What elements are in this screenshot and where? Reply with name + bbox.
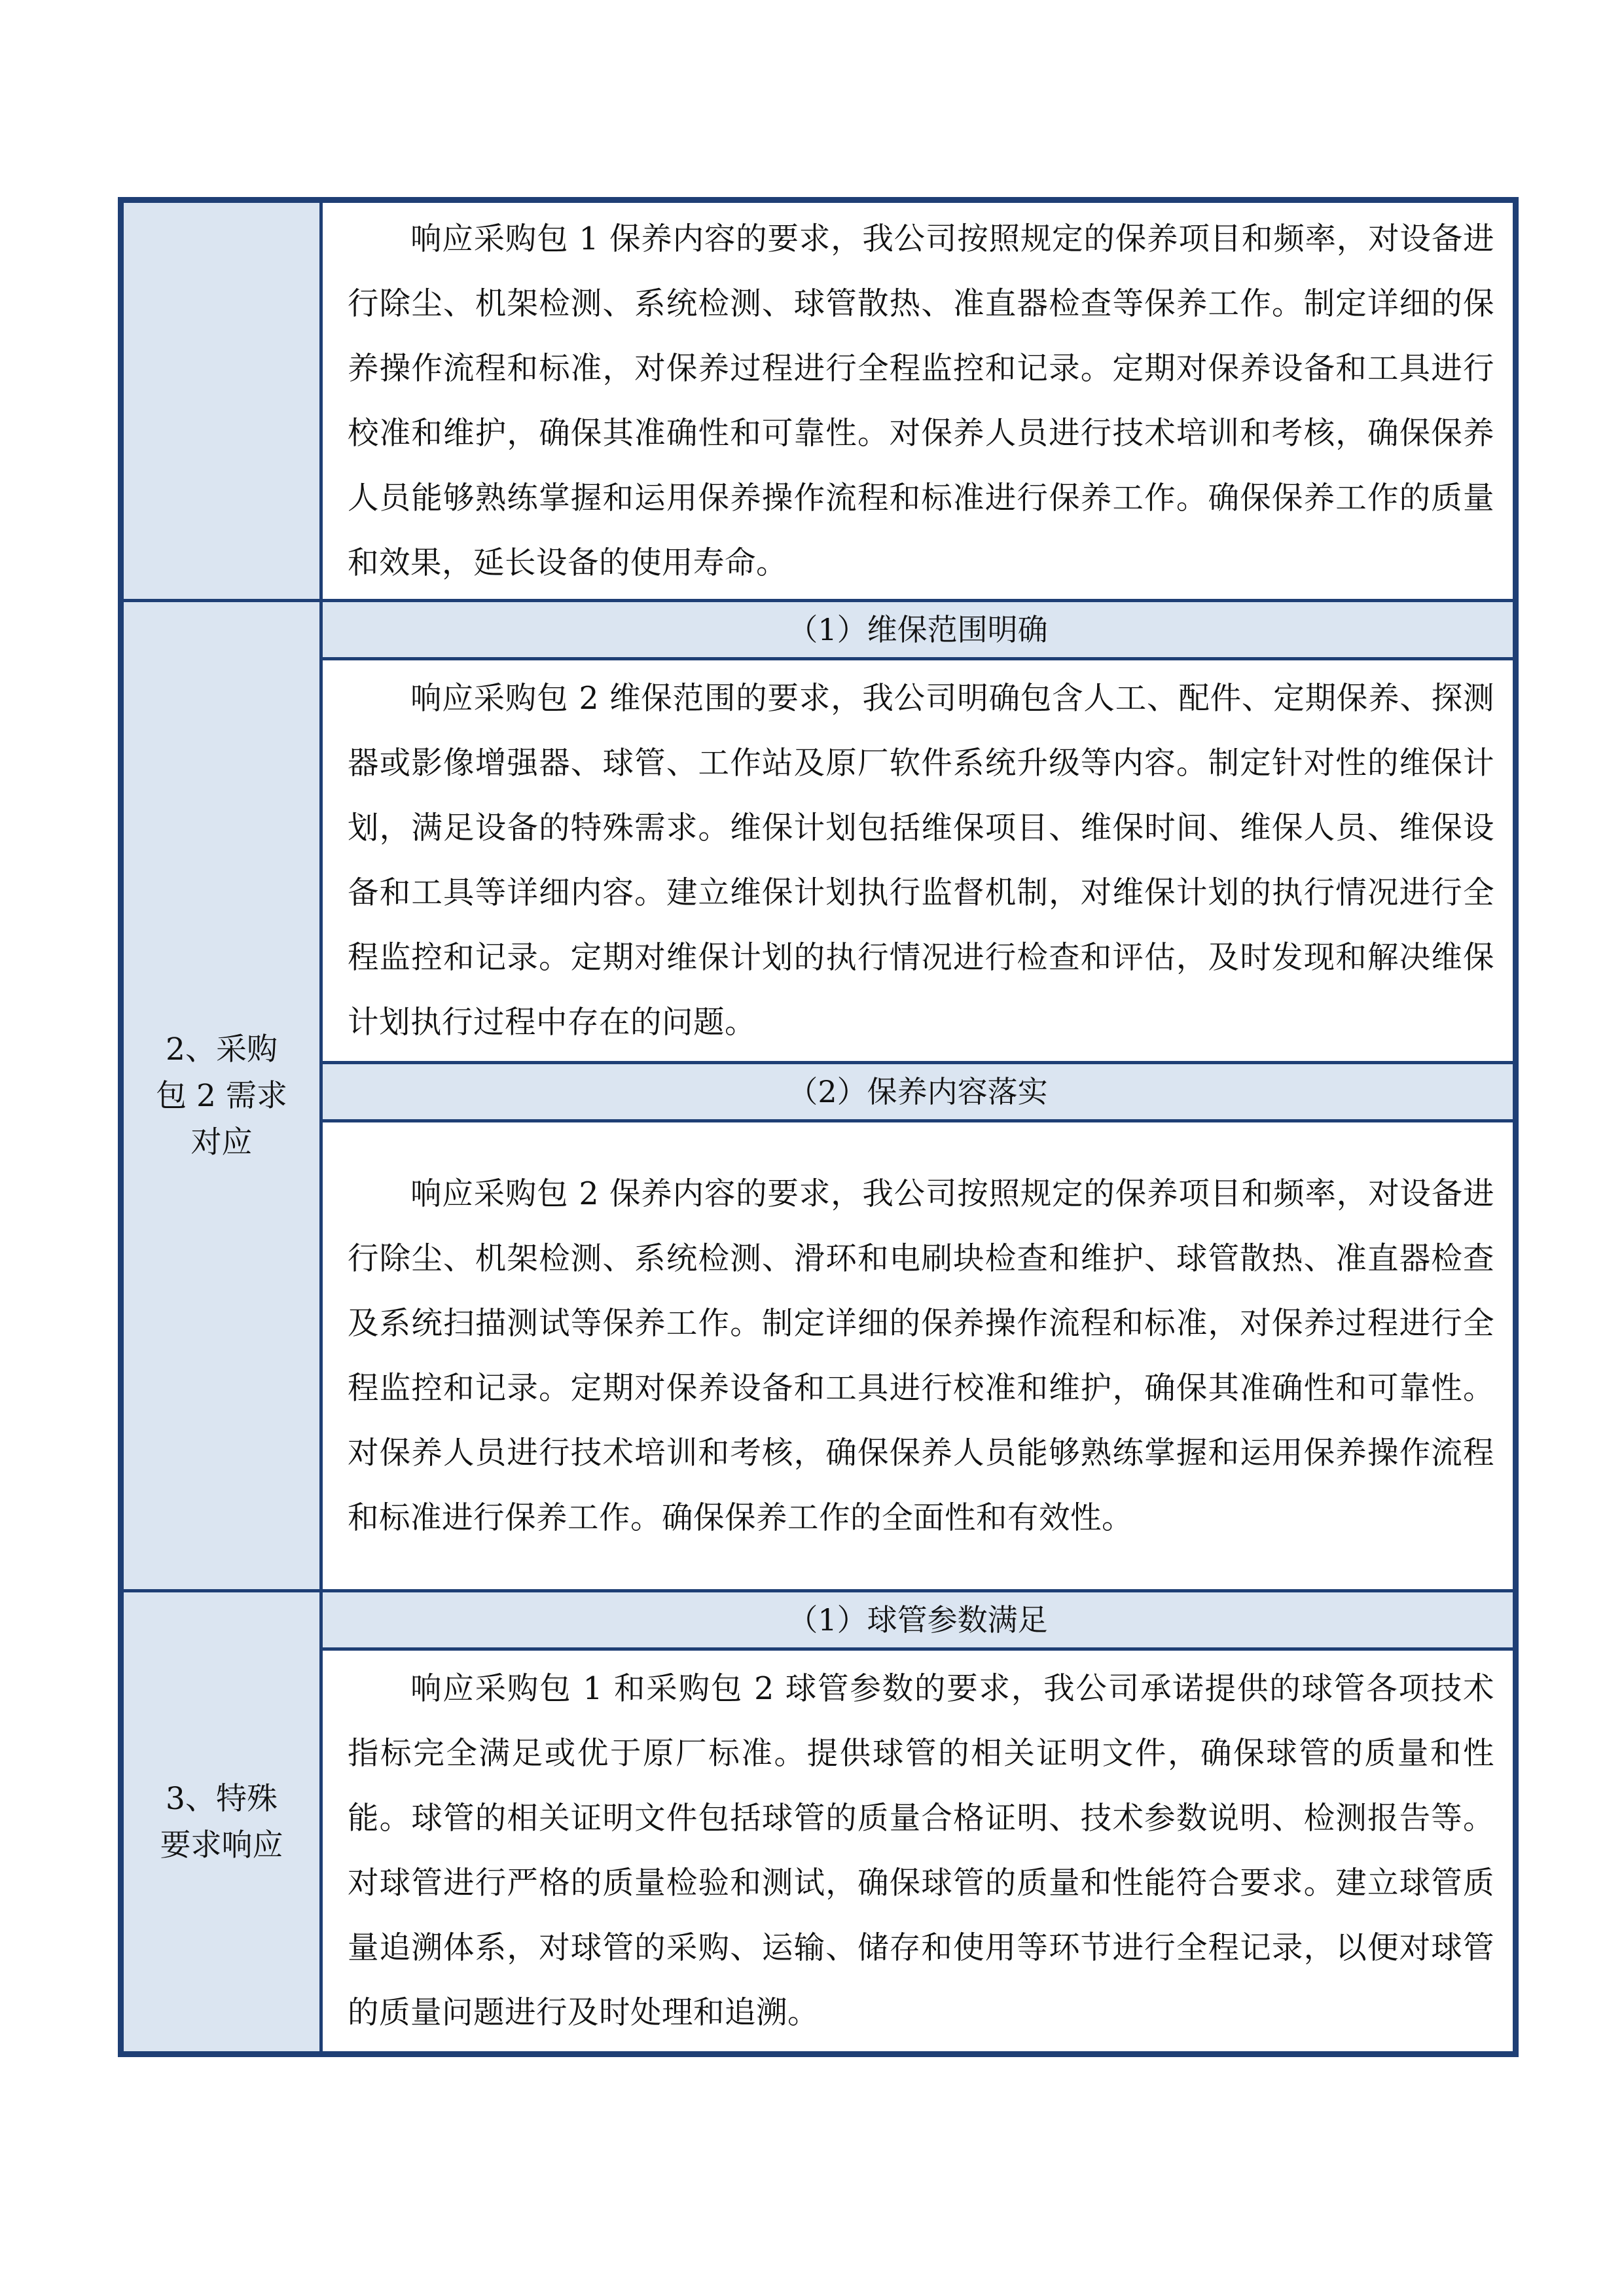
section-paragraph: 响应采购包 1 和采购包 2 球管参数的要求，我公司承诺提供的球管各项技术指标完全满足或优于原厂标准。提供球管的相关证明文件，确保球管的质量和性能。球管的相关证明文件包括球管的质量合格证明、技术参数说明、检测报告等。对球管进行严格的质量检验和测试，确保球管的质量和性能符合要求。建立球管质量追溯体系，对球管的采购、运输、储存和使用等环节进行全程记录，以便对球管的质量问题进行及时处理和追溯。 <box>321 1649 1516 2054</box>
section-heading: （1）球管参数满足 <box>321 1591 1516 1649</box>
table-row <box>121 1121 1516 1591</box>
row-label-cell <box>121 601 321 1591</box>
table-row <box>121 1063 1516 1121</box>
table-row <box>121 601 1516 659</box>
row-label-cell <box>121 1591 321 2054</box>
section-heading: （2）保养内容落实 <box>321 1063 1516 1121</box>
row-label-cell <box>121 200 321 601</box>
table-row <box>121 659 1516 1063</box>
section-paragraph: 响应采购包 2 维保范围的要求，我公司明确包含人工、配件、定期保养、探测器或影像增强器、球管、工作站及原厂软件系统升级等内容。制定针对性的维保计划，满足设备的特殊需求。维保计划包括维保项目、维保时间、维保人员、维保设备和工具等详细内容。建立维保计划执行监督机制，对维保计划的执行情况进行全程监控和记录。定期对维保计划的执行情况进行检查和评估，及时发现和解决维保计划执行过程中存在的问题。 <box>321 659 1516 1063</box>
table-row <box>121 1649 1516 2054</box>
section-paragraph: 响应采购包 2 保养内容的要求，我公司按照规定的保养项目和频率，对设备进行除尘、机架检测、系统检测、滑环和电刷块检查和维护、球管散热、准直器检查及系统扫描测试等保养工作。制定详细的保养操作流程和标准，对保养过程进行全程监控和记录。定期对保养设备和工具进行校准和维护，确保其准确性和可靠性。对保养人员进行技术培训和考核，确保保养人员能够熟练掌握和运用保养操作流程和标准进行保养工作。确保保养工作的全面性和有效性。 <box>321 1121 1516 1591</box>
row-label: 2、采购包 2 需求对应 <box>156 1031 287 1160</box>
section-paragraph: 响应采购包 1 保养内容的要求，我公司按照规定的保养项目和频率，对设备进行除尘、机架检测、系统检测、球管散热、准直器检查等保养工作。制定详细的保养操作流程和标准，对保养过程进行全程监控和记录。定期对保养设备和工具进行校准和维护，确保其准确性和可靠性。对保养人员进行技术培训和考核，确保保养人员能够熟练掌握和运用保养操作流程和标准进行保养工作。确保保养工作的质量和效果，延长设备的使用寿命。 <box>321 200 1516 601</box>
section-heading: （1）维保范围明确 <box>321 601 1516 659</box>
response-table <box>118 197 1519 2057</box>
row-label: 3、特殊要求响应 <box>160 1780 283 1863</box>
table-row <box>121 200 1516 601</box>
table-row <box>121 1591 1516 1649</box>
